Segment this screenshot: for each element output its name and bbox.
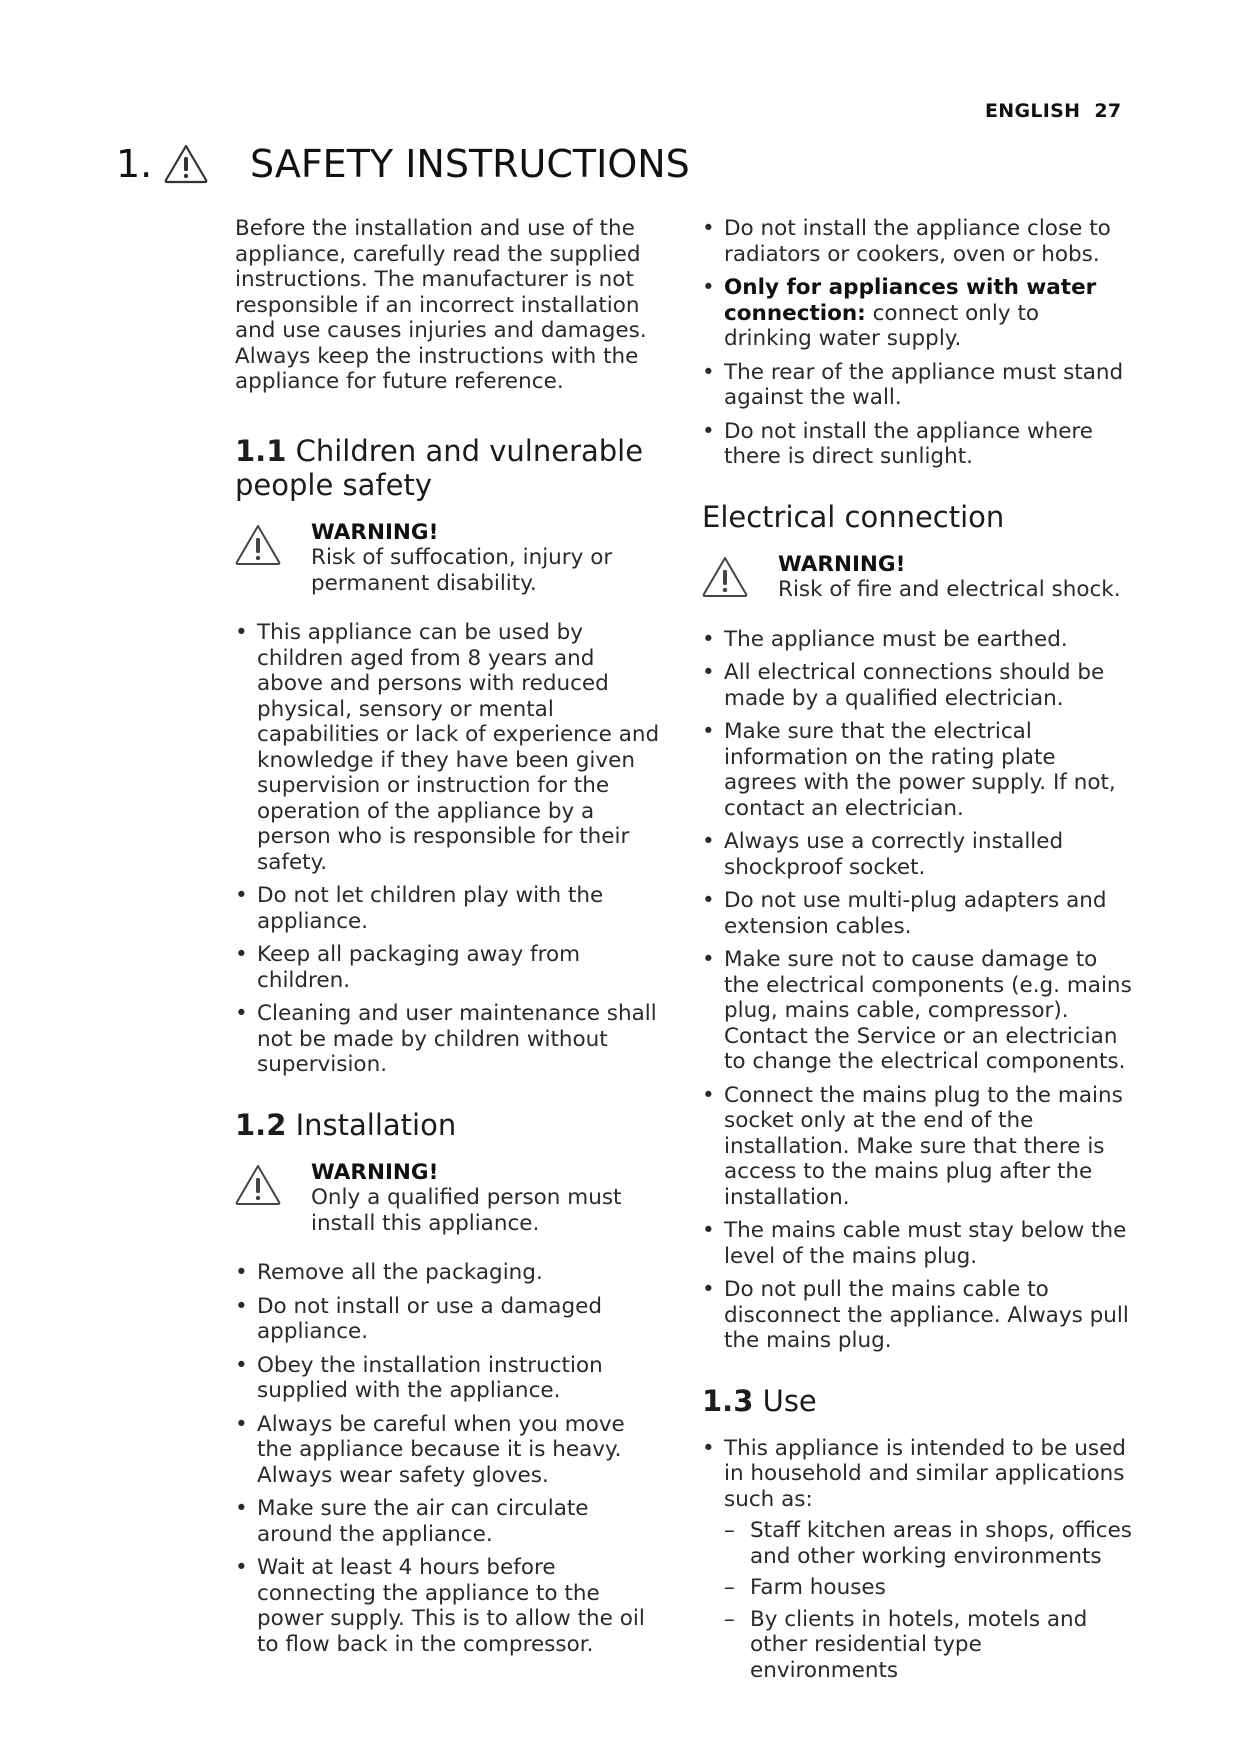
warning-title: WARNING!: [311, 1159, 439, 1185]
chapter-heading: [116, 138, 690, 190]
bold-lead: Only for appliances with water connection:: [724, 275, 1097, 326]
list-item: • Obey the installation instruction supplied with the appliance.: [235, 1353, 665, 1404]
list-item: • Make sure that the electrical information on the rating plate agrees with the power supply. If not, contact an electrician.: [702, 719, 1132, 821]
list-item: • Do not install or use a damaged appliance.: [235, 1294, 665, 1345]
warning-triangle-icon: [162, 142, 210, 186]
item-text: connect only to drinking water supply.: [724, 300, 1040, 351]
list-item: • Remove all the packaging.: [235, 1260, 665, 1286]
page-number: 27: [1094, 100, 1122, 122]
right-column: [702, 216, 1132, 1713]
warning-triangle-icon: [233, 522, 283, 568]
bullet-list: [235, 620, 665, 1078]
list-item: • The mains cable must stay below the level of the mains plug.: [702, 1218, 1132, 1269]
section-1-1-heading: [235, 434, 665, 502]
bullet-list: [235, 1260, 665, 1657]
list-item: [702, 275, 1132, 352]
chapter-number: 1.: [116, 142, 153, 186]
list-item: • The rear of the appliance must stand against the wall.: [702, 360, 1132, 411]
warning-text: Risk of fire and electrical shock.: [778, 577, 1121, 602]
sub-list-item: – Staff kitchen areas in shops, offices and other working environments: [724, 1518, 1132, 1569]
bullet-list: [702, 1436, 1132, 1684]
list-item: • Do not install the appliance close to radiators or cookers, oven or hobs.: [702, 216, 1132, 267]
list-item: • Connect the mains plug to the mains socket only at the end of the installation. Make sure that there is access to the mains plug after the installation.: [702, 1083, 1132, 1211]
header-language: ENGLISH: [985, 100, 1081, 122]
list-item: • Cleaning and user maintenance shall not be made by children without supervision.: [235, 1001, 665, 1078]
list-item: • Do not use multi-plug adapters and extension cables.: [702, 888, 1132, 939]
warning-title: WARNING!: [778, 551, 906, 577]
list-item: • Wait at least 4 hours before connecting the appliance to the power supply. This is to allow the oil to flow back in the compressor.: [235, 1555, 665, 1657]
section-1-3-heading: [702, 1384, 1132, 1418]
list-item: • All electrical connections should be made by a qualified electrician.: [702, 660, 1132, 711]
list-item: [702, 1436, 1132, 1684]
item-text: This appliance is intended to be used in household and similar applications such as:: [724, 1435, 1126, 1512]
section-title: Use: [762, 1383, 817, 1418]
left-column: [235, 216, 665, 1687]
list-item: • The appliance must be earthed.: [702, 627, 1132, 653]
page-header: [985, 100, 1121, 122]
chapter-title: SAFETY INSTRUCTIONS: [250, 142, 690, 186]
electrical-heading: Electrical connection: [702, 499, 1005, 534]
section-title: Children and vulnerable people safety: [235, 433, 644, 502]
list-item: • This appliance can be used by children aged from 8 years and above and persons with reduced physical, sensory or mental capabilities or lack of experience and knowledge if they have been given supervision or instruction for the operation of the appliance by a person who is responsible for their safety.: [235, 620, 665, 875]
warning-text: Only a qualified person must install this appliance.: [311, 1185, 622, 1236]
section-number: 1.3: [702, 1383, 754, 1418]
list-item: • Always use a correctly installed shockproof socket.: [702, 829, 1132, 880]
warning-box: [235, 520, 665, 597]
list-item: • Do not install the appliance where there is direct sunlight.: [702, 419, 1132, 470]
sub-list-item: – Farm houses: [724, 1575, 1132, 1601]
warning-triangle-icon: [700, 554, 750, 600]
sub-list: [724, 1518, 1132, 1683]
warning-box: [702, 552, 1132, 603]
warning-title: WARNING!: [311, 519, 439, 545]
section-title: Installation: [295, 1107, 457, 1142]
intro-paragraph: Before the installation and use of the appliance, carefully read the supplied instructions. The manufacturer is not responsible if an incorrect installation and use causes injuries and damages. Always keep the instructions with the appliance for future reference.: [235, 216, 647, 394]
bullet-list: [702, 216, 1132, 470]
warning-triangle-icon: [233, 1162, 283, 1208]
sub-list-item: – By clients in hotels, motels and other residential type environments: [724, 1607, 1132, 1684]
bullet-list: [702, 627, 1132, 1354]
section-1-2-heading: [235, 1108, 665, 1142]
section-number: 1.1: [235, 433, 287, 468]
warning-text: Risk of suffocation, injury or permanent disability.: [311, 545, 613, 596]
list-item: • Make sure not to cause damage to the electrical components (e.g. mains plug, mains cable, compressor). Contact the Service or an electrician to change the electrical components.: [702, 947, 1132, 1075]
list-item: • Keep all packaging away from children.: [235, 942, 665, 993]
list-item: • Do not let children play with the appliance.: [235, 883, 665, 934]
list-item: • Do not pull the mains cable to disconnect the appliance. Always pull the mains plug.: [702, 1277, 1132, 1354]
list-item: • Always be careful when you move the appliance because it is heavy. Always wear safety gloves.: [235, 1412, 665, 1489]
list-item: • Make sure the air can circulate around the appliance.: [235, 1496, 665, 1547]
warning-box: [235, 1160, 665, 1237]
section-number: 1.2: [235, 1107, 287, 1142]
